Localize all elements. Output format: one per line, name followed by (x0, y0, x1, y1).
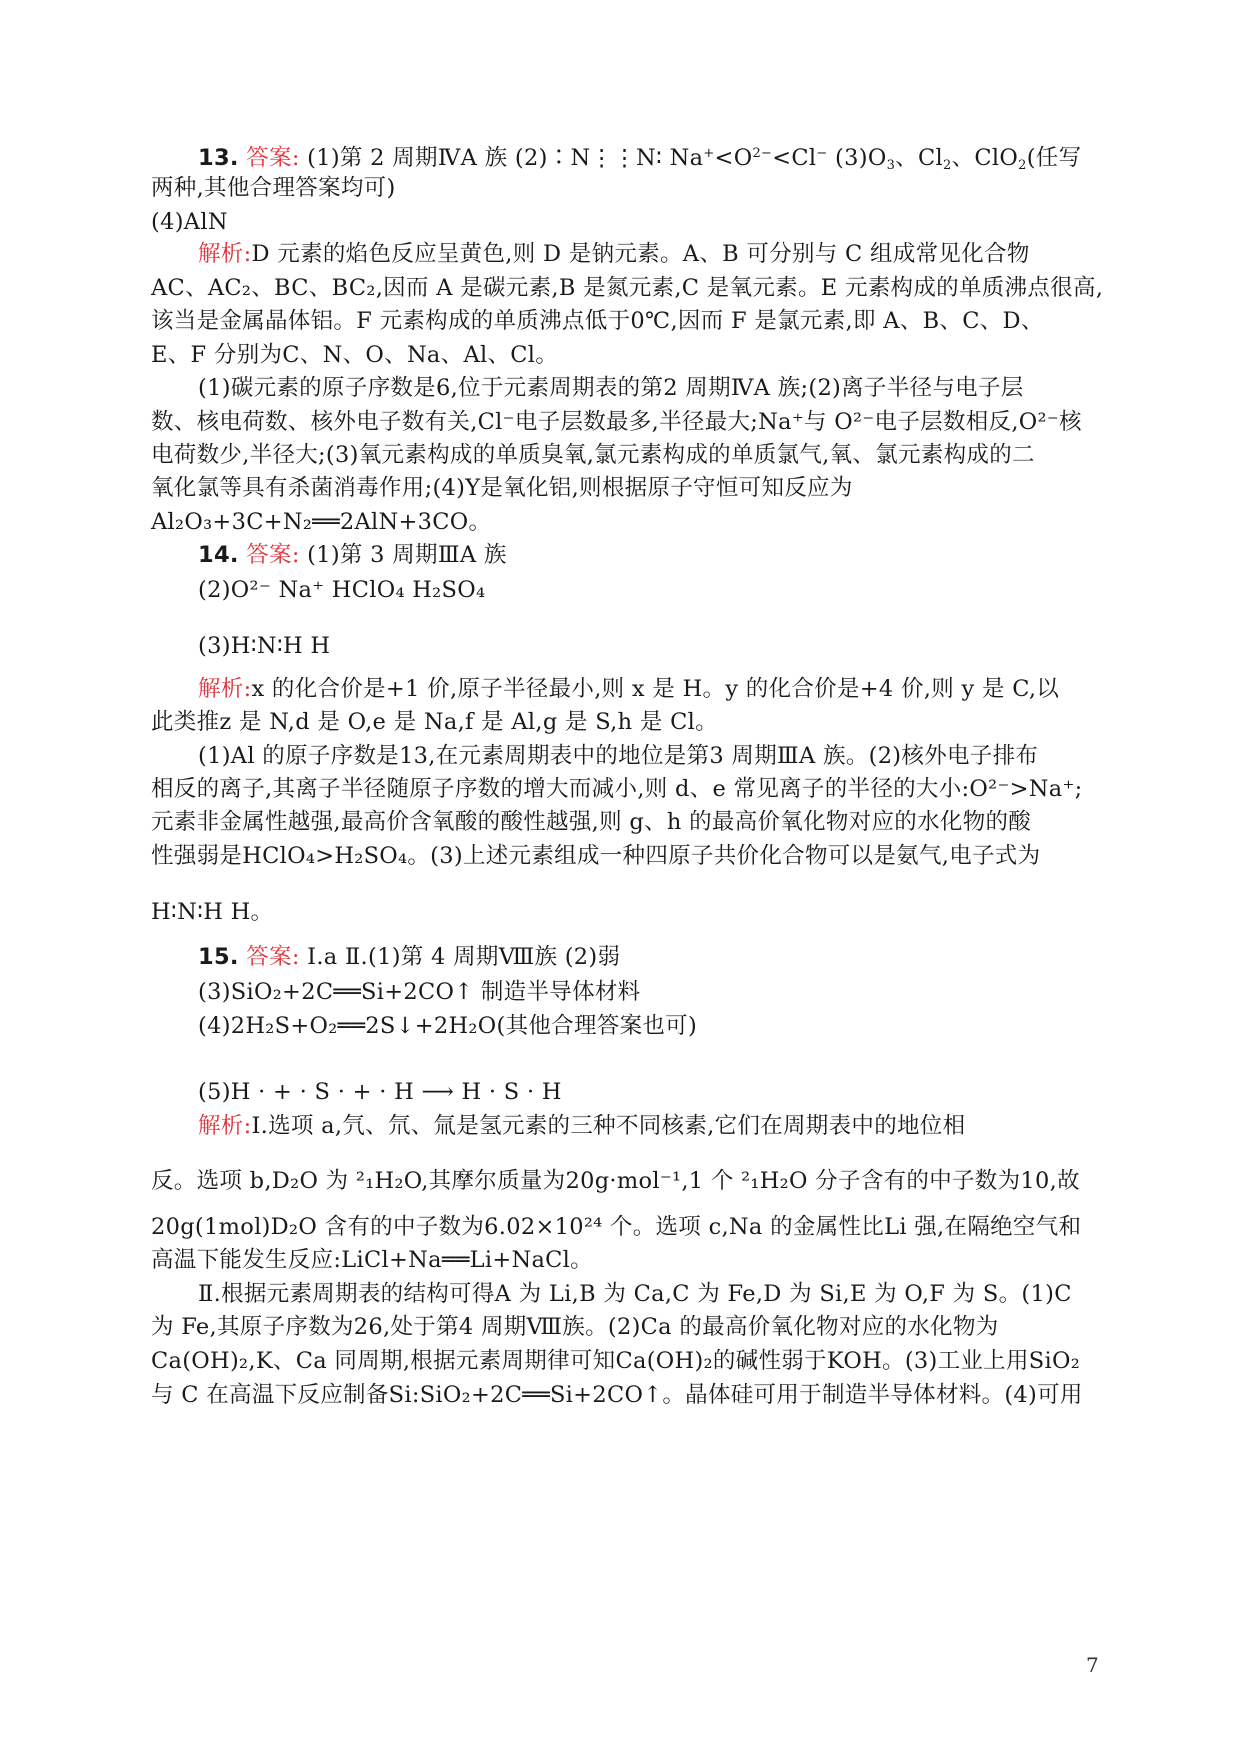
text-line: 氧化氯等具有杀菌消毒作用;(4)Y是氧化铝,则根据原子守恒可知反应为 (151, 475, 853, 501)
text-line: 为 Fe,其原子序数为26,处于第4 周期Ⅷ族。(2)Ca 的最高价氧化物对应的水化物为 (151, 1314, 999, 1340)
equation-line: Al₂O₃+3C+N₂══2AlN+3CO。 (151, 509, 492, 535)
text-line: 该当是金属晶体铝。F 元素构成的单质沸点低于0℃,因而 F 是氯元素,即 A、B、C、D、 (151, 308, 1044, 334)
text-line: AC、AC₂、BC、BC₂,因而 A 是碳元素,B 是氮元素,C 是氧元素。E 元素构成的单质沸点很高, (151, 275, 1104, 301)
electron-formula-line: (3)H∶N∶H H (198, 633, 331, 659)
q13-number: 13. (198, 145, 239, 171)
equation-line: (4)2H₂S+O₂══2S↓+2H₂O(其他合理答案也可) (198, 1013, 698, 1039)
answer-label: 答案: (246, 944, 300, 970)
text-line: 电荷数少,半径大;(3)氧元素构成的单质臭氧,氯元素构成的单质氯气,氧、氯元素构成的二 (151, 442, 1035, 468)
text-line: Ⅱ.根据元素周期表的结构可得A 为 Li,B 为 Ca,C 为 Fe,D 为 Si,E 为 O,F 为 S。(1)C (198, 1281, 1072, 1307)
answer-label: 答案: (246, 542, 300, 568)
text-line: (2)O²⁻ Na⁺ HClO₄ H₂SO₄ (198, 577, 486, 603)
q15-analysis-line: 解析:Ⅰ.选项 a,氕、氘、氚是氢元素的三种不同核素,它们在周期表中的地位相 (198, 1113, 966, 1139)
text-line: 此类推z 是 N,d 是 O,e 是 Na,f 是 Al,g 是 S,h 是 Cl。 (151, 709, 718, 735)
q13-analysis-line: 解析:D 元素的焰色反应呈黄色,则 D 是钠元素。A、B 可分别与 C 组成常见化合物 (198, 241, 1030, 267)
text-line: 20g(1mol)D₂O 含有的中子数为6.02×10²⁴ 个。选项 c,Na 的金属性比Li 强,在隔绝空气和 (151, 1214, 1082, 1240)
analysis-label: 解析: (198, 676, 252, 702)
text-line: 与 C 在高温下反应制备Si:SiO₂+2C══Si+2CO↑。晶体硅可用于制造半导体材料。(4)可用 (151, 1382, 1083, 1408)
text-line: 数、核电荷数、核外电子数有关,Cl⁻电子层数最多,半径最大;Na⁺与 O²⁻电子层数相反,O²⁻核 (151, 409, 1082, 435)
q14-number: 14. (198, 542, 239, 568)
q14-analysis-line: 解析:x 的化合价是+1 价,原子半径最小,则 x 是 H。y 的化合价是+4 价,则 y 是 C,以 (198, 676, 1060, 702)
text-line: 相反的离子,其离子半径随原子序数的增大而减小,则 d、e 常见离子的半径的大小:O²⁻>Na⁺; (151, 776, 1083, 802)
text-line: Ca(OH)₂,K、Ca 同周期,根据元素周期律可知Ca(OH)₂的碱性弱于KOH。(3)工业上用SiO₂ (151, 1348, 1081, 1374)
text-line: (4)AlN (151, 209, 228, 235)
text-line: 两种,其他合理答案均可) (151, 175, 396, 201)
analysis-label: 解析: (198, 241, 252, 267)
equation-line: 高温下能发生反应:LiCl+Na══Li+NaCl。 (151, 1247, 593, 1273)
electron-formula-line: H∶N∶H H。 (151, 899, 274, 925)
answer-label: 答案: (246, 145, 300, 171)
equation-line: (3)SiO₂+2C══Si+2CO↑ 制造半导体材料 (198, 979, 641, 1005)
q13-answer-line: 13. 答案: (1)第 2 周期ⅣA 族 (2)∶N⋮⋮N∶ $Na^+<O^{2-}<Cl^-$ $(3)O_3$、$Cl_2$、ClO$_2$(任写 (198, 145, 1082, 173)
q15-answer-line: 15. 答案: Ⅰ.a Ⅱ.(1)第 4 周期Ⅷ族 (2)弱 (198, 944, 621, 970)
page-number: 7 (1086, 1653, 1099, 1677)
text-line: (1)碳元素的原子序数是6,位于元素周期表的第2 周期ⅣA 族;(2)离子半径与电子层 (198, 375, 1024, 401)
q14-answer-line: 14. 答案: (1)第 3 周期ⅢA 族 (198, 542, 507, 568)
text-line: 元素非金属性越强,最高价含氧酸的酸性越强,则 g、h 的最高价氧化物对应的水化物的酸 (151, 809, 1032, 835)
text-line: 反。选项 b,D₂O 为 ²₁H₂O,其摩尔质量为20g·mol⁻¹,1 个 ²₁H₂O 分子含有的中子数为10,故 (151, 1168, 1080, 1194)
analysis-label: 解析: (198, 1113, 252, 1139)
text-line: 性强弱是HClO₄>H₂SO₄。(3)上述元素组成一种四原子共价化合物可以是氨气,电子式为 (151, 843, 1041, 869)
text-line: (1)Al 的原子序数是13,在元素周期表中的地位是第3 周期ⅢA 族。(2)核外电子排布 (198, 743, 1039, 769)
text-line: E、F 分别为C、N、O、Na、Al、Cl。 (151, 342, 559, 368)
q15-number: 15. (198, 944, 239, 970)
electron-process-line: (5)H · + · S · + · H ⟶ H · S · H (198, 1079, 562, 1105)
